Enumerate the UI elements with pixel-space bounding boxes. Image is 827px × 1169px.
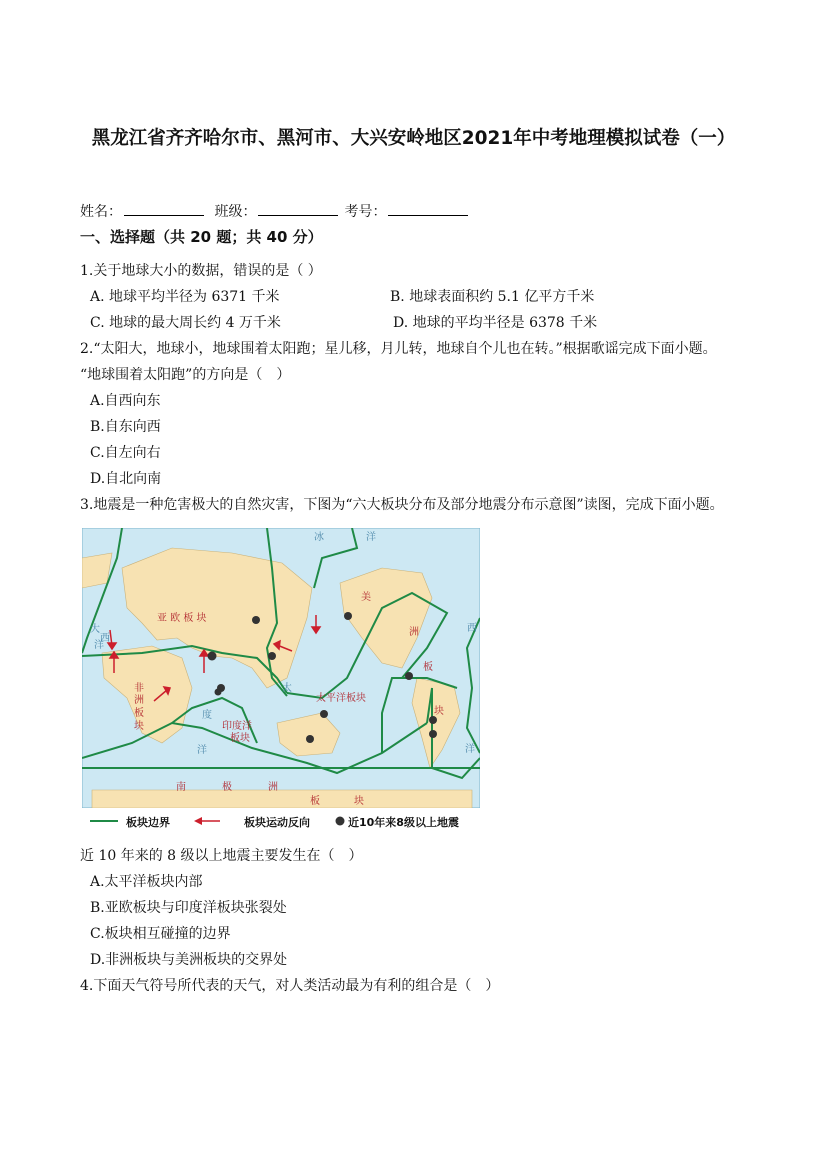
q1-option-c[interactable]: C. 地球的最大周长约 4 万千米 bbox=[90, 315, 281, 331]
q2-option-b[interactable]: B.自东向西 bbox=[90, 419, 161, 435]
map-label-zhou2: 洲 bbox=[409, 627, 419, 638]
earthquake-dot bbox=[344, 612, 352, 620]
map-label-ban2: 板 bbox=[423, 662, 433, 673]
map-label-du: 度 bbox=[202, 710, 212, 721]
antarctica-shape bbox=[92, 790, 472, 808]
earthquake-dot bbox=[208, 652, 217, 661]
map-label-kuai: 块 bbox=[134, 721, 144, 732]
q1-option-d[interactable]: D. 地球的平均半径是 6378 千米 bbox=[393, 315, 598, 331]
id-label: 考号： bbox=[344, 204, 387, 220]
earthquake-dot bbox=[306, 735, 314, 743]
q3-option-c[interactable]: C.板块相互碰撞的边界 bbox=[90, 926, 231, 942]
q3-option-a[interactable]: A.太平洋板块内部 bbox=[90, 874, 203, 890]
legend-quake-icon bbox=[334, 815, 346, 827]
earthquake-dot bbox=[405, 672, 413, 680]
q2-option-a[interactable]: A.自西向东 bbox=[90, 393, 161, 409]
map-label-yang2: 洋 bbox=[197, 745, 207, 756]
map-label-ban: 板 bbox=[134, 708, 144, 719]
map-label-yaou: 亚 欧 板 块 bbox=[157, 613, 207, 624]
q2-option-d[interactable]: D.自北向南 bbox=[90, 471, 162, 487]
map-label-mei: 美 bbox=[361, 592, 371, 603]
student-info bbox=[80, 201, 474, 221]
legend-boundary-label: 板块边界 bbox=[126, 816, 170, 829]
q1-option-a[interactable]: A. 地球平均半径为 6371 千米 bbox=[90, 289, 280, 305]
class-blank[interactable] bbox=[258, 201, 338, 216]
map-label-xi2: 西 bbox=[467, 623, 477, 634]
q1-stem: 1.关于地球大小的数据，错误的是（ ） bbox=[80, 263, 322, 279]
plate-map bbox=[82, 528, 480, 808]
map-label-yang-top: 洋 bbox=[366, 532, 376, 543]
map-label-da: 大 bbox=[90, 624, 100, 635]
map-label-nan: 南 bbox=[176, 782, 186, 793]
earthquake-dot bbox=[215, 689, 222, 696]
class-label: 班级： bbox=[214, 204, 257, 220]
q1-option-b[interactable]: B. 地球表面积约 5.1 亿平方千米 bbox=[390, 289, 595, 305]
name-label: 姓名： bbox=[80, 204, 122, 220]
earthquake-dot bbox=[429, 730, 437, 738]
map-label-ban3: 板 bbox=[310, 796, 320, 807]
page-title: 黑龙江省齐齐哈尔市、黑河市、大兴安岭地区2021年中考地理模拟试卷（一） bbox=[91, 128, 736, 149]
map-label-bing: 冰 bbox=[314, 532, 324, 543]
map-label-kuai2: 块 bbox=[434, 706, 444, 717]
map-label-bankuai: 板块 bbox=[230, 733, 250, 744]
q2-sub-stem: “地球围着太阳跑”的方向是（ ） bbox=[80, 367, 291, 383]
q3-option-d[interactable]: D.非洲板块与美洲板块的交界处 bbox=[90, 952, 288, 968]
map-label-yang-left: 洋 bbox=[94, 640, 104, 651]
section-heading: 一、选择题（共 20 题；共 40 分） bbox=[80, 228, 323, 246]
map-label-yindu: 印度洋 bbox=[222, 721, 252, 732]
legend-boundary-swatch bbox=[90, 819, 118, 823]
q3-sub-stem: 近 10 年来的 8 级以上地震主要发生在（ ） bbox=[80, 848, 363, 864]
q3-option-b[interactable]: B.亚欧板块与印度洋板块张裂处 bbox=[90, 900, 287, 916]
map-label-fei: 非 bbox=[134, 683, 144, 694]
map-label-ji: 极 bbox=[222, 782, 232, 793]
q2-option-c[interactable]: C.自左向右 bbox=[90, 445, 161, 461]
map-label-zhou3: 洲 bbox=[268, 782, 278, 793]
map-legend bbox=[90, 812, 480, 830]
map-label-kuai3: 块 bbox=[354, 796, 364, 807]
q2-stem: 2.“太阳大，地球小，地球围着太阳跑；星儿移，月儿转，地球自个儿也在转。”根据歌谣完成下面小题。 bbox=[80, 341, 717, 357]
map-label-tai: 太 bbox=[282, 683, 292, 694]
legend-motion-label: 板块运动反向 bbox=[244, 816, 310, 829]
map-label-yang3: 洋 bbox=[465, 744, 475, 755]
q3-stem: 3.地震是一种危害极大的自然灾害，下图为“六大板块分布及部分地震分布示意图”读图，完成下面小题。 bbox=[80, 497, 724, 513]
name-blank[interactable] bbox=[124, 201, 204, 216]
map-label-xi: 西 bbox=[100, 633, 110, 644]
map-label-taipingyang: 太平洋板块 bbox=[316, 693, 366, 704]
earthquake-dot bbox=[320, 710, 328, 718]
map-label-zhou: 洲 bbox=[134, 695, 144, 706]
legend-quake-label: 近10年来8级以上地震 bbox=[348, 816, 459, 829]
earthquake-dot bbox=[268, 652, 276, 660]
earthquake-dot bbox=[252, 616, 260, 624]
id-blank[interactable] bbox=[388, 201, 468, 216]
earthquake-dot bbox=[429, 716, 437, 724]
q4-stem: 4.下面天气符号所代表的天气，对人类活动最为有利的组合是（ ） bbox=[80, 978, 500, 994]
legend-arrow-icon bbox=[194, 816, 220, 826]
